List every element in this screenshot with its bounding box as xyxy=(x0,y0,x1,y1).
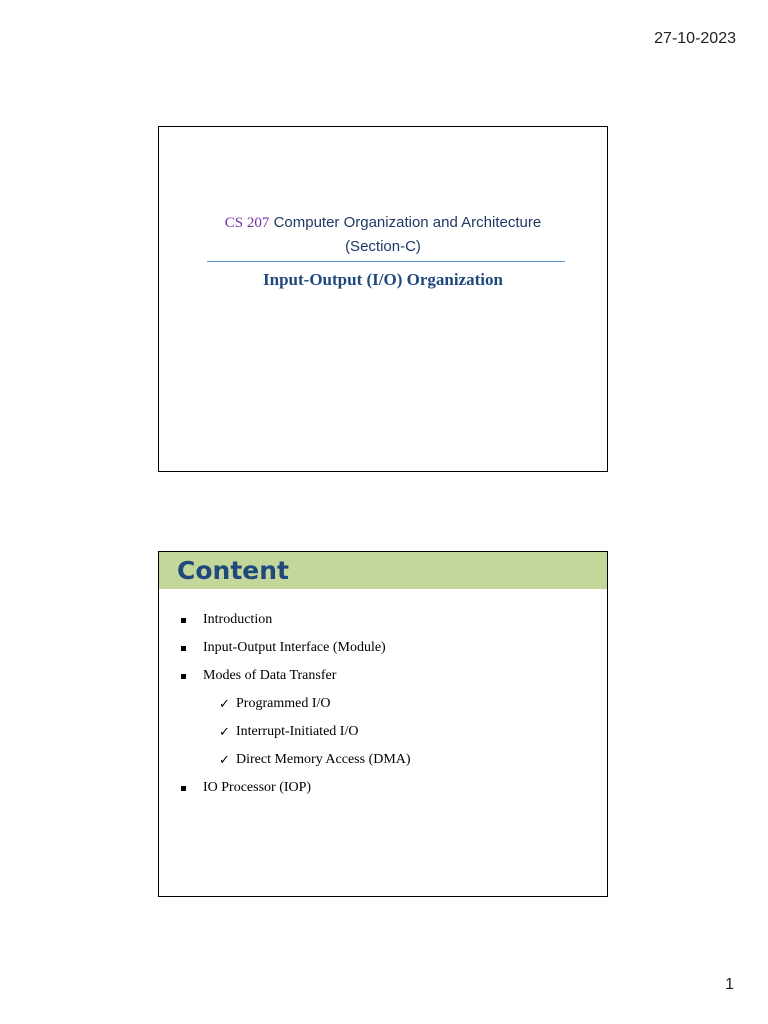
content-header-band xyxy=(159,552,607,589)
list-item-text: IO Processor (IOP) xyxy=(203,780,312,795)
check-icon: ✓ xyxy=(219,752,230,767)
course-section: (Section-C) xyxy=(345,238,421,255)
title-divider xyxy=(207,261,565,262)
content-heading: Content xyxy=(177,556,289,585)
sub-list-item xyxy=(181,690,411,718)
print-date: 27-10-2023 xyxy=(654,30,736,47)
sub-list-item xyxy=(181,746,411,774)
page-number: 1 xyxy=(725,976,734,993)
list-item-text: Input-Output Interface (Module) xyxy=(203,640,386,655)
content-list xyxy=(181,606,411,802)
square-bullet-icon xyxy=(181,786,186,791)
square-bullet-icon xyxy=(181,674,186,679)
list-item xyxy=(181,606,411,634)
check-icon: ✓ xyxy=(219,724,230,739)
sub-list-item xyxy=(181,718,411,746)
list-item xyxy=(181,634,411,662)
course-title: Computer Organization and Architecture xyxy=(273,214,542,231)
check-icon: ✓ xyxy=(219,696,230,711)
list-item-text: Introduction xyxy=(203,612,273,627)
list-item-text: Interrupt-Initiated I/O xyxy=(236,724,359,739)
list-item-text: Programmed I/O xyxy=(236,696,331,711)
course-heading xyxy=(159,211,607,259)
slide-subtitle: Input-Output (I/O) Organization xyxy=(263,270,503,289)
list-item-text: Direct Memory Access (DMA) xyxy=(236,752,411,767)
course-code: CS 207 xyxy=(224,215,270,231)
list-item xyxy=(181,662,411,690)
title-slide xyxy=(158,126,608,472)
square-bullet-icon xyxy=(181,618,186,623)
square-bullet-icon xyxy=(181,646,186,651)
list-item xyxy=(181,774,411,802)
list-item-text: Modes of Data Transfer xyxy=(203,668,337,683)
content-slide xyxy=(158,551,608,897)
